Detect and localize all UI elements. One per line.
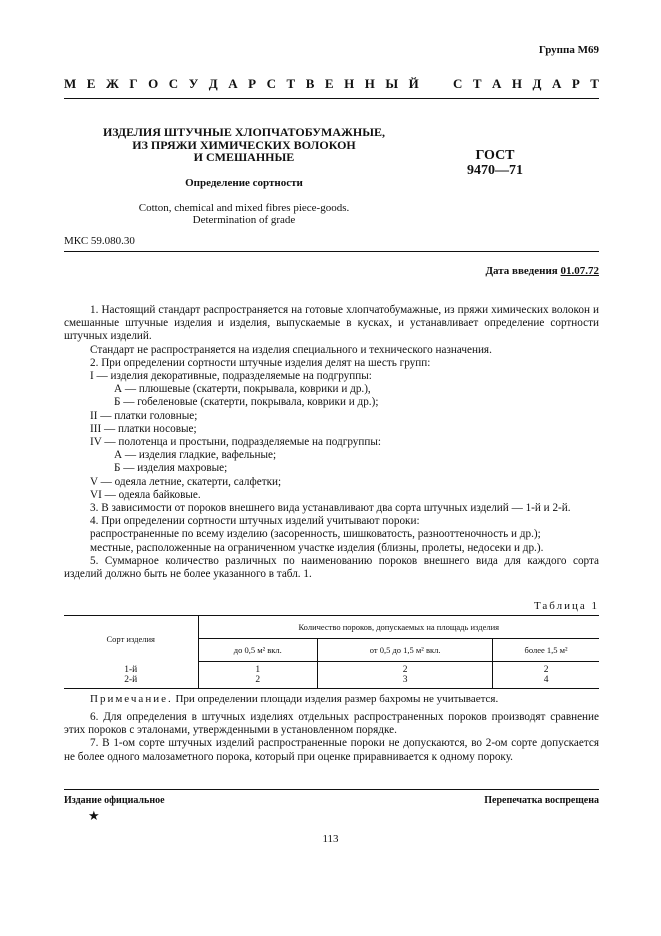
english-title-line-1: Cotton, chemical and mixed fibres piece-goods. (138, 202, 350, 214)
banner-letter: Е (86, 76, 96, 91)
paragraph-9: 6. Для определения в штучных изделиях отдельных распространенных пороков производят сравнение этих пороков с эталонами, утвержденными в установленном порядке. (64, 711, 599, 737)
banner-letter: У (188, 76, 199, 91)
edition-official: Издание официальное (64, 795, 165, 806)
document-title (64, 126, 424, 164)
table-caption: Таблица 1 (533, 600, 599, 612)
gost-code: 9470—71 (467, 163, 523, 178)
body-text (64, 304, 599, 581)
row-grade: 1-й (124, 664, 138, 675)
banner-word-standard (453, 76, 599, 92)
title-line-3: И СМЕШАННЫЕ (193, 150, 295, 164)
banner-letter: С (453, 76, 463, 91)
reprint-forbidden: Перепечатка воспрещена (484, 795, 599, 806)
paragraph-5: 4. При определении сортности штучных изделий учитывают пороки: (90, 515, 420, 528)
group-4a: А — изделия гладкие, вафельные; (114, 449, 277, 462)
date-label: Дата введения (485, 265, 558, 277)
row-cell: 3 (318, 675, 493, 689)
banner-letter: С (266, 76, 276, 91)
defects-table (64, 615, 599, 689)
document-subtitle: Определение сортности (185, 177, 303, 189)
banner-letter: Н (344, 76, 355, 91)
group-5: V — одеяла летние, скатерти, салфетки; (90, 475, 282, 488)
banner-letter: А (228, 76, 238, 91)
gost-label: ГОСТ (475, 148, 515, 163)
group-1a: А — плюшевые (скатерти, покрывала, коврики и др.), (114, 383, 371, 396)
footer-rule (64, 789, 599, 790)
col-sub-3: более 1,5 м² (493, 639, 599, 662)
banner-letter: А (492, 76, 502, 91)
star-icon: ★ (88, 808, 100, 823)
title-line-1: ИЗДЕЛИЯ ШТУЧНЫЕ ХЛОПЧАТОБУМАЖНЫЕ, (102, 125, 386, 139)
banner-letter: В (305, 76, 315, 91)
banner-letter: Н (364, 76, 375, 91)
body-text-2 (64, 711, 599, 764)
group-6: VI — одеяла байковые. (90, 488, 201, 501)
paragraph-6: распространенные по всему изделию (засоренность, шишковатость, разнооттеночность и др.); (90, 528, 541, 541)
row-grade: 2-й (124, 675, 138, 685)
paragraph-3: 2. При определении сортности штучные изделия делят на шесть групп: (90, 356, 431, 369)
banner-letter: Т (472, 76, 482, 91)
col-sub-2: от 0,5 до 1,5 м² вкл. (318, 639, 493, 662)
effective-date (485, 265, 599, 277)
banner-letter: Г (129, 76, 138, 91)
paragraph-4: 3. В зависимости от пороков внешнего вида устанавливают два сорта штучных изделий — 1-й и 2-й. (90, 502, 571, 515)
group-1: I — изделия декоративные, подразделяемые на подгруппы: (90, 370, 372, 383)
paragraph-8: 5. Суммарное количество различных по наименованию пороков внешнего вида для каждого сорта изделий должно быть не более указанного в табл. 1. (64, 554, 599, 581)
col-group-header: Количество пороков, допускаемых на площадь изделия (198, 616, 599, 639)
paragraph-7: местные, расположенные на ограниченном участке изделия (близны, пролеты, недосеки и др.). (90, 541, 544, 554)
mks-rule (64, 251, 599, 252)
banner-letter: Ж (105, 76, 119, 91)
mks-code: МКС 59.080.30 (64, 235, 135, 247)
col-sub-1: до 0,5 м² вкл. (198, 639, 318, 662)
paragraph-10: 7. В 1-ом сорте штучных изделий распространенные пороки не допускаются, во 2-ом сорте допускается не более одного малозаметного порока, который при оценке приравнивается к одному пороку. (64, 737, 599, 763)
row-cell: 2 (318, 662, 493, 676)
note-text: При определении площади изделия размер бахромы не учитывается. (175, 693, 499, 705)
banner-word-interstate (64, 76, 419, 92)
table-row (64, 662, 599, 676)
standard-banner (64, 76, 599, 92)
banner-letter: С (168, 76, 179, 91)
row-cell: 2 (493, 662, 599, 676)
english-title-line-2: Determination of grade (192, 214, 296, 226)
banner-letter: Н (511, 76, 523, 91)
group-3: III — платки носовые; (90, 422, 197, 435)
table-row (64, 675, 599, 689)
paragraph-1: 1. Настоящий стандарт распространяется на готовые хлопчатобумажные, из пряжи химических волокон и смешанные штучные изделия и изделия, выпускаемые в кусках, и устанавливает определение сортности штучных изделий. (64, 304, 599, 343)
row-cell: 4 (493, 675, 599, 689)
paragraph-2: Стандарт не распространяется на изделия специального и технического назначения. (90, 343, 492, 356)
col-grade-header: Сорт изделия (106, 633, 155, 644)
group-4b: Б — изделия махровые; (114, 462, 228, 475)
banner-letter: Т (286, 76, 296, 91)
group-2: II — платки головные; (90, 409, 198, 422)
table-note (64, 693, 599, 705)
banner-letter: Й (408, 76, 419, 91)
banner-letter: Р (571, 76, 580, 91)
gost-number (440, 148, 550, 178)
row-cell: 1 (198, 662, 318, 676)
row-cell: 2 (198, 675, 318, 689)
banner-letter: Т (590, 76, 599, 91)
banner-letter: А (551, 76, 562, 91)
page-number: 113 (322, 833, 339, 845)
banner-letter: Ы (385, 76, 399, 91)
english-title (64, 202, 424, 226)
banner-letter: Д (532, 76, 542, 91)
banner-letter: Р (248, 76, 257, 91)
header-rule (64, 98, 599, 99)
group-code: Группа М69 (538, 44, 599, 56)
banner-letter: Д (208, 76, 218, 91)
banner-letter: О (148, 76, 159, 91)
title-line-2: ИЗ ПРЯЖИ ХИМИЧЕСКИХ ВОЛОКОН (132, 137, 356, 152)
date-value: 01.07.72 (560, 265, 599, 277)
note-label: Примечание. (90, 693, 173, 705)
group-1b: Б — гобеленовые (скатерти, покрывала, коврики и др.); (114, 396, 379, 409)
banner-letter: Е (324, 76, 334, 91)
group-4: IV — полотенца и простыни, подразделяемые на подгруппы: (90, 436, 381, 449)
banner-letter: М (64, 76, 77, 91)
